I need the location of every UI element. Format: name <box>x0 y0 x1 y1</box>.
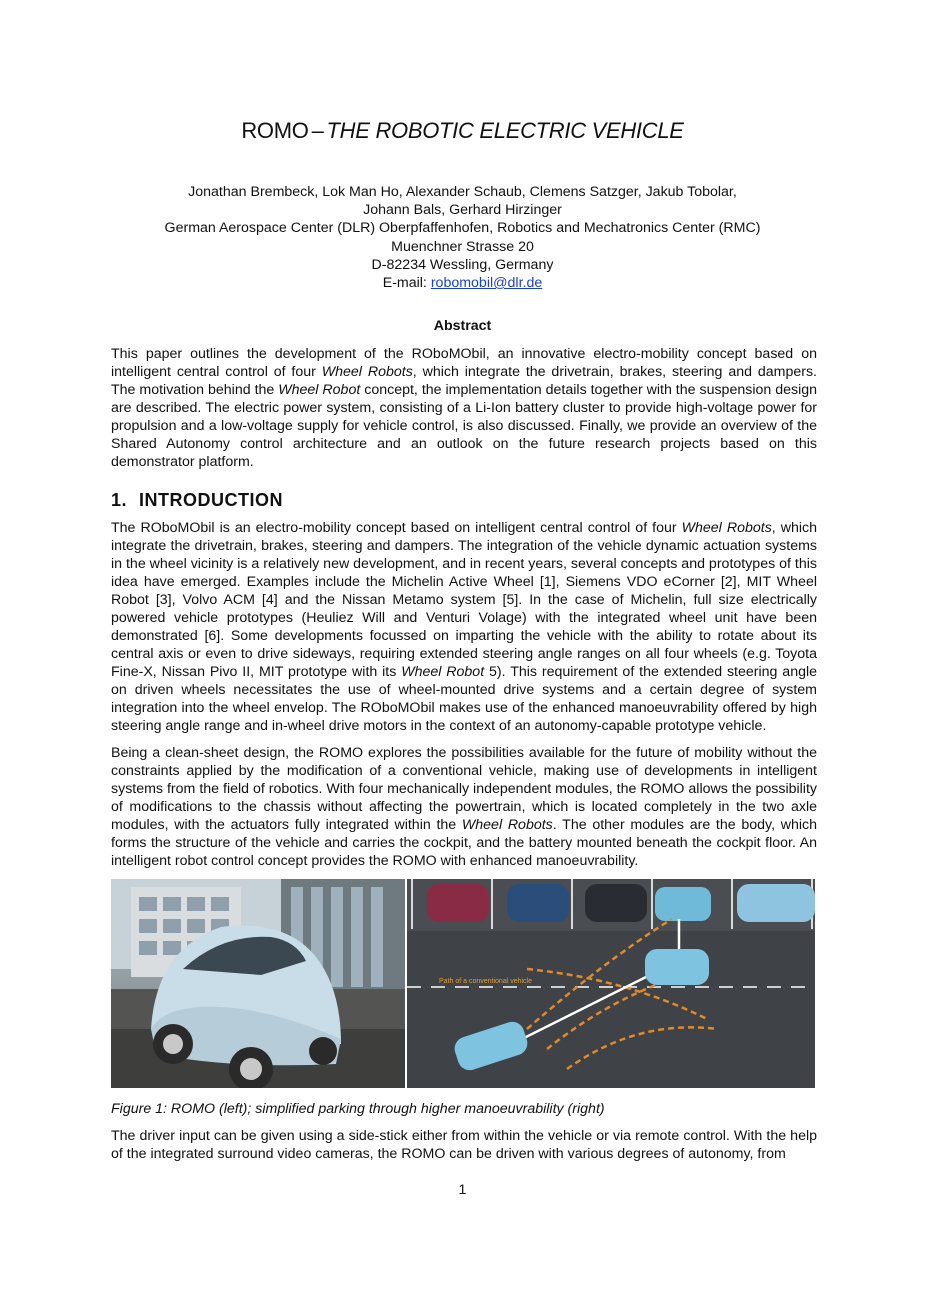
affiliation: German Aerospace Center (DLR) Oberpfaffenhofen, Robotics and Mechatronics Center (RMC) <box>164 220 761 237</box>
abstract-text-2: , which integrate the drivetrain, brakes, steering and dampers. The motivation behind the <box>111 364 818 398</box>
abstract-italic-1: Wheel Robots <box>321 364 413 380</box>
address-street: Muenchner Strasse 20 <box>391 238 534 255</box>
section-heading <box>111 490 283 511</box>
p1-italic-2: Wheel Robot <box>401 664 485 680</box>
p1-italic-1: Wheel Robots <box>681 520 772 536</box>
title-prefix: ROMO <box>241 118 309 143</box>
p1-text-b: , which integrate the drivetrain, brakes, steering and dampers. The integration of the vehicle dynamic actuation systems in the wheel vicinity is a relatively new development, and in recent years, several concepts and prototypes of this idea have emerged. Examples include the Michelin Active Wheel [1], Siemens VDO eCorner [2], MIT Wheel Robot [3], Volvo ACM [4] and the Nissan Metamo system [5]. In the case of Michelin, full size electrically powered vehicle prototypes (Heuliez Will and Venturi Volage) with the integrated wheel unit have been demonstrated [6]. Some developments focussed on imparting the vehicle with the ability to rotate about its central axis or even to drive sideways, requiring extended steering angle ranges on all four wheels (e.g. Toyota Fine-X, Nissan Pivo II, MIT prototype with its <box>111 520 818 680</box>
abstract-text-1: This paper outlines the development of the ROboMObil, an innovative electro-mobility concept based on intelligent central control of four <box>111 346 817 380</box>
path-label: Path of a conventional vehicle <box>439 978 533 985</box>
authors-line-1: Jonathan Brembeck, Lok Man Ho, Alexander Schaub, Clemens Satzger, Jakub Tobolar, <box>188 184 737 200</box>
author-block <box>0 183 925 292</box>
parking-illustration <box>407 879 815 1088</box>
p2-text-a: Being a clean-sheet design, the ROMO explores the possibilities available for the future of mobility without the constraints applied by the modification of a conventional vehicle, making use of developments in intelligent systems from the field of robotics. With four mechanically independent modules, the ROMO allows the possibility of modifications to the chassis without affecting the powertrain, which is located completely in the two axle modules, with the actuators fully integrated within the <box>111 745 817 833</box>
p1-text-c: 5). This requirement of the extended steering angle on driven wheels necessitates the use of wheel-mounted drive systems and a certain degree of system integration into the wheel envelop. The ROboMObil makes use of the enhanced manoeuvrability offered by high steering angle range and in-wheel drive motors in the context of an autonomy-capable prototype vehicle. <box>111 664 818 734</box>
p1-text-a: The ROboMObil is an electro-mobility concept based on intelligent central control of four <box>111 520 682 536</box>
abstract-text-3: concept, the implementation details together with the suspension design are described. The electric power system, consisting of a Li-Ion battery cluster to provide high-voltage power for propulsion and a low-voltage supply for vehicle control, is also discussed. Finally, we provide an overview of the Shared Autonomy control architecture and an outlook on the future research projects based on this demonstrator platform. <box>111 382 818 470</box>
email-label: E-mail: <box>382 275 431 292</box>
address-city: D-82234 Wessling, Germany <box>371 256 554 273</box>
figure-1 <box>111 879 815 1088</box>
abstract-italic-2: Wheel Robot <box>278 382 361 398</box>
figure-caption: Figure 1: ROMO (left); simplified parking through higher manoeuvrability (right) <box>111 1101 605 1117</box>
title-dash: – <box>311 118 324 143</box>
p2-text-b: . The other modules are the body, which forms the structure of the vehicle and carries the cockpit, and the battery mounted beneath the cockpit floor. An intelligent robot control concept provides the ROMO with enhanced manoeuvrability. <box>111 817 818 869</box>
abstract-text <box>111 345 817 471</box>
email-line <box>0 274 925 292</box>
section-number: 1. <box>111 490 128 510</box>
p2-italic: Wheel Robots <box>461 817 553 833</box>
intro-paragraph-3 <box>111 1127 817 1163</box>
paper-title <box>0 118 925 144</box>
abstract-heading: Abstract <box>433 318 492 334</box>
intro-paragraph-1 <box>111 519 817 735</box>
intro-paragraph-2 <box>111 744 817 870</box>
page-number: 1 <box>458 1182 467 1198</box>
romo-vehicle-photo <box>111 879 405 1088</box>
p3-text: The driver input can be given using a side-stick either from within the vehicle or via remote control. With the help of the integrated surround video cameras, the ROMO can be driven with various degrees of autonomy, from <box>111 1128 817 1162</box>
authors-line-2: Johann Bals, Gerhard Hirzinger <box>363 202 562 219</box>
section-title: INTRODUCTION <box>139 490 284 510</box>
title-italic: THE ROBOTIC ELECTRIC VEHICLE <box>326 118 684 143</box>
email-link[interactable]: robomobil@dlr.de <box>430 275 543 292</box>
